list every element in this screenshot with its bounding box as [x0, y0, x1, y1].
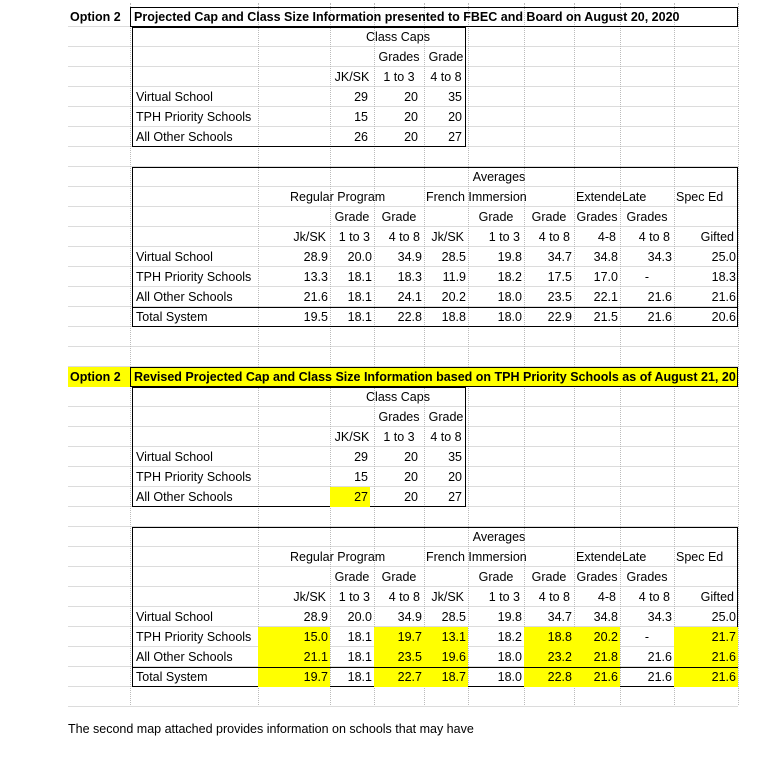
average-value: 23.2 — [524, 647, 574, 667]
average-value: 25.0 — [711, 250, 736, 264]
col-header — [674, 567, 738, 587]
caps-header: Class Caps — [366, 30, 430, 44]
average-value: 21.6 — [647, 310, 672, 324]
cap-value: 20 — [404, 490, 418, 504]
average-value: 28.5 — [441, 610, 466, 624]
average-value: 13.3 — [303, 270, 328, 284]
caps-header: Class Caps — [366, 390, 430, 404]
average-value: 21.6 — [574, 667, 620, 687]
average-value: 22.7 — [374, 667, 424, 687]
cap-value: 29 — [354, 450, 368, 464]
average-value: 18.0 — [497, 310, 522, 324]
average-value: 24.1 — [397, 290, 422, 304]
grid-row — [68, 347, 738, 367]
average-value: 20.2 — [574, 627, 620, 647]
averages-header: Averages — [472, 530, 526, 544]
col-header: 4 to 8 — [388, 230, 420, 244]
col-header: Jk/SK — [293, 230, 326, 244]
caps-col-header: 4 to 8 — [430, 70, 462, 84]
row-label: All Other Schools — [136, 130, 233, 144]
col-header: Grades — [576, 210, 618, 224]
average-value: 11.9 — [442, 270, 466, 284]
row-label: Virtual School — [136, 90, 213, 104]
average-value: 34.3 — [647, 610, 672, 624]
cap-value: 35 — [448, 90, 462, 104]
average-value: 21.6 — [647, 670, 672, 684]
average-value: 21.7 — [674, 627, 738, 647]
col-header: Grade — [381, 570, 417, 584]
row-label: Total System — [136, 670, 208, 684]
col-header: 4-8 — [597, 230, 616, 244]
average-value: 21.5 — [593, 310, 618, 324]
average-value: 21.6 — [647, 650, 672, 664]
average-value: 34.8 — [593, 610, 618, 624]
average-value: 34.8 — [593, 250, 618, 264]
average-value: 18.1 — [347, 310, 372, 324]
row-label: Virtual School — [136, 450, 213, 464]
col-header: Grade — [381, 210, 417, 224]
spreadsheet — [68, 3, 738, 705]
row-label: Virtual School — [136, 250, 213, 264]
average-value: 19.8 — [497, 250, 522, 264]
col-header: Grade — [531, 570, 567, 584]
row-label: TPH Priority Schools — [136, 630, 252, 644]
col-header: Jk/SK — [431, 590, 464, 604]
average-value: 22.8 — [524, 667, 574, 687]
average-value: 21.1 — [258, 647, 330, 667]
col-header: 1 to 3 — [488, 590, 520, 604]
cap-value: 20 — [448, 110, 462, 124]
average-value: 22.8 — [397, 310, 422, 324]
average-value: 18.2 — [497, 270, 522, 284]
row-label: TPH Priority Schools — [136, 270, 252, 284]
grid-row — [68, 507, 738, 527]
grid-row — [68, 327, 738, 347]
average-value: 18.1 — [347, 290, 372, 304]
col-header: 4 to 8 — [638, 590, 670, 604]
average-value: 25.0 — [711, 610, 736, 624]
col-header: Grades — [626, 210, 668, 224]
footer-text: The second map attached provides information on schools that may have — [68, 722, 474, 736]
col-header: Jk/SK — [431, 230, 464, 244]
col-header: Grades — [626, 570, 668, 584]
col-header: Gifted — [700, 590, 734, 604]
group-header: Spec Ed — [676, 550, 724, 564]
cap-value: 20 — [404, 130, 418, 144]
col-header: 1 to 3 — [488, 230, 520, 244]
row-label: Virtual School — [136, 610, 213, 624]
caps-col-header: 1 to 3 — [383, 70, 415, 84]
group-header: Extende — [576, 550, 622, 564]
row-label: Total System — [136, 310, 208, 324]
average-value: 19.6 — [424, 647, 468, 667]
col-header: 4 to 8 — [538, 590, 570, 604]
total-divider — [132, 307, 738, 308]
average-value: 18.1 — [347, 650, 372, 664]
average-value: 20.0 — [347, 610, 372, 624]
cap-value: 27 — [330, 487, 370, 507]
row-label: TPH Priority Schools — [136, 110, 252, 124]
col-header: 4 to 8 — [638, 230, 670, 244]
caps-col-header: Grades — [378, 50, 420, 64]
average-value: 18.0 — [497, 290, 522, 304]
grid-row — [68, 687, 738, 707]
average-value: 18.3 — [711, 270, 736, 284]
grid-line — [738, 3, 739, 705]
group-header: Regular Program — [290, 190, 386, 204]
average-value: 18.2 — [497, 630, 522, 644]
average-value: 28.9 — [303, 250, 328, 264]
cap-value: 20 — [404, 470, 418, 484]
average-value: 21.6 — [711, 290, 736, 304]
group-header: French Immersion — [426, 550, 527, 564]
row-label: All Other Schools — [136, 290, 233, 304]
cap-value: 26 — [354, 130, 368, 144]
caps-col-header: Grade — [428, 50, 464, 64]
col-header: 1 to 3 — [338, 230, 370, 244]
group-header: Late — [622, 190, 647, 204]
cap-value: 35 — [448, 450, 462, 464]
group-header: French Immersion — [426, 190, 527, 204]
cap-value: 20 — [448, 470, 462, 484]
average-value: 18.1 — [347, 630, 372, 644]
cap-value: 20 — [404, 450, 418, 464]
col-header — [424, 567, 468, 587]
grid-row — [68, 147, 738, 167]
col-header: 4-8 — [597, 590, 616, 604]
average-value: 18.3 — [397, 270, 422, 284]
average-value: 21.6 — [674, 667, 738, 687]
cap-value: 29 — [354, 90, 368, 104]
average-value: 21.6 — [303, 290, 328, 304]
total-divider — [132, 667, 738, 668]
section2-title: Revised Projected Cap and Class Size Information based on TPH Priority Schools as of August 21, 20 — [134, 370, 736, 384]
average-value: 21.6 — [647, 290, 672, 304]
col-header — [258, 567, 330, 587]
row-label: All Other Schools — [136, 490, 233, 504]
cap-value: 15 — [354, 110, 368, 124]
caps-col-header: Grade — [428, 410, 464, 424]
average-value: 15.0 — [258, 627, 330, 647]
average-value: 21.8 — [574, 647, 620, 667]
row-label: TPH Priority Schools — [136, 470, 252, 484]
average-value: 22.1 — [593, 290, 618, 304]
col-header: Grade — [478, 210, 514, 224]
average-value: 18.8 — [441, 310, 466, 324]
col-header: 4 to 8 — [538, 230, 570, 244]
col-header — [674, 207, 738, 227]
average-value: 34.9 — [397, 610, 422, 624]
average-value: 34.7 — [547, 250, 572, 264]
caps-col-header: 4 to 8 — [430, 430, 462, 444]
average-value: 19.7 — [258, 667, 330, 687]
averages-header: Averages — [472, 170, 526, 184]
col-header: Jk/SK — [293, 590, 326, 604]
average-value: 19.5 — [303, 310, 328, 324]
average-value: 17.0 — [593, 270, 618, 284]
average-value: 28.9 — [303, 610, 328, 624]
col-header — [424, 207, 468, 227]
col-header: 1 to 3 — [338, 590, 370, 604]
average-value: 34.3 — [647, 250, 672, 264]
group-header: Regular Program — [290, 550, 386, 564]
option-label: Option 2 — [70, 10, 121, 24]
average-value: 18.1 — [347, 270, 372, 284]
average-value: 28.5 — [441, 250, 466, 264]
average-value: 22.9 — [547, 310, 572, 324]
row-label: All Other Schools — [136, 650, 233, 664]
average-value: 20.6 — [711, 310, 736, 324]
caps-col-header: JK/SK — [334, 70, 370, 84]
average-value: 23.5 — [374, 647, 424, 667]
cap-value: 20 — [404, 110, 418, 124]
caps-col-header: JK/SK — [334, 430, 370, 444]
grid-line — [130, 3, 131, 705]
cap-value: 27 — [448, 490, 462, 504]
average-value: 34.9 — [397, 250, 422, 264]
average-value: 18.0 — [497, 670, 522, 684]
average-value: 19.8 — [497, 610, 522, 624]
caps-col-header: 1 to 3 — [383, 430, 415, 444]
average-value: 20.2 — [441, 290, 466, 304]
average-value: 13.1 — [424, 627, 468, 647]
average-value: 18.0 — [497, 650, 522, 664]
average-value: 18.1 — [347, 670, 372, 684]
col-header — [258, 207, 330, 227]
col-header: Grade — [531, 210, 567, 224]
caps-col-header: Grades — [378, 410, 420, 424]
average-value: 20.0 — [347, 250, 372, 264]
average-value: 23.5 — [547, 290, 572, 304]
col-header: Grade — [334, 570, 370, 584]
average-value: 18.7 — [424, 667, 468, 687]
group-header: Late — [622, 550, 647, 564]
group-header: Spec Ed — [676, 190, 724, 204]
group-header: Extende — [576, 190, 622, 204]
col-header: Grade — [478, 570, 514, 584]
cap-value: 15 — [354, 470, 368, 484]
col-header: 4 to 8 — [388, 590, 420, 604]
option-label: Option 2 — [68, 367, 130, 387]
average-value: 18.8 — [524, 627, 574, 647]
cap-value: 20 — [404, 90, 418, 104]
average-value: 17.5 — [547, 270, 572, 284]
average-value: 21.6 — [674, 647, 738, 667]
col-header: Grades — [576, 570, 618, 584]
average-value: 34.7 — [547, 610, 572, 624]
col-header: Grade — [334, 210, 370, 224]
average-value: - — [644, 630, 650, 644]
section1-title: Projected Cap and Class Size Information presented to FBEC and Board on August 20, 2020 — [134, 10, 680, 24]
col-header: Gifted — [700, 230, 734, 244]
cap-value: 27 — [448, 130, 462, 144]
average-value: - — [644, 270, 650, 284]
average-value: 19.7 — [374, 627, 424, 647]
